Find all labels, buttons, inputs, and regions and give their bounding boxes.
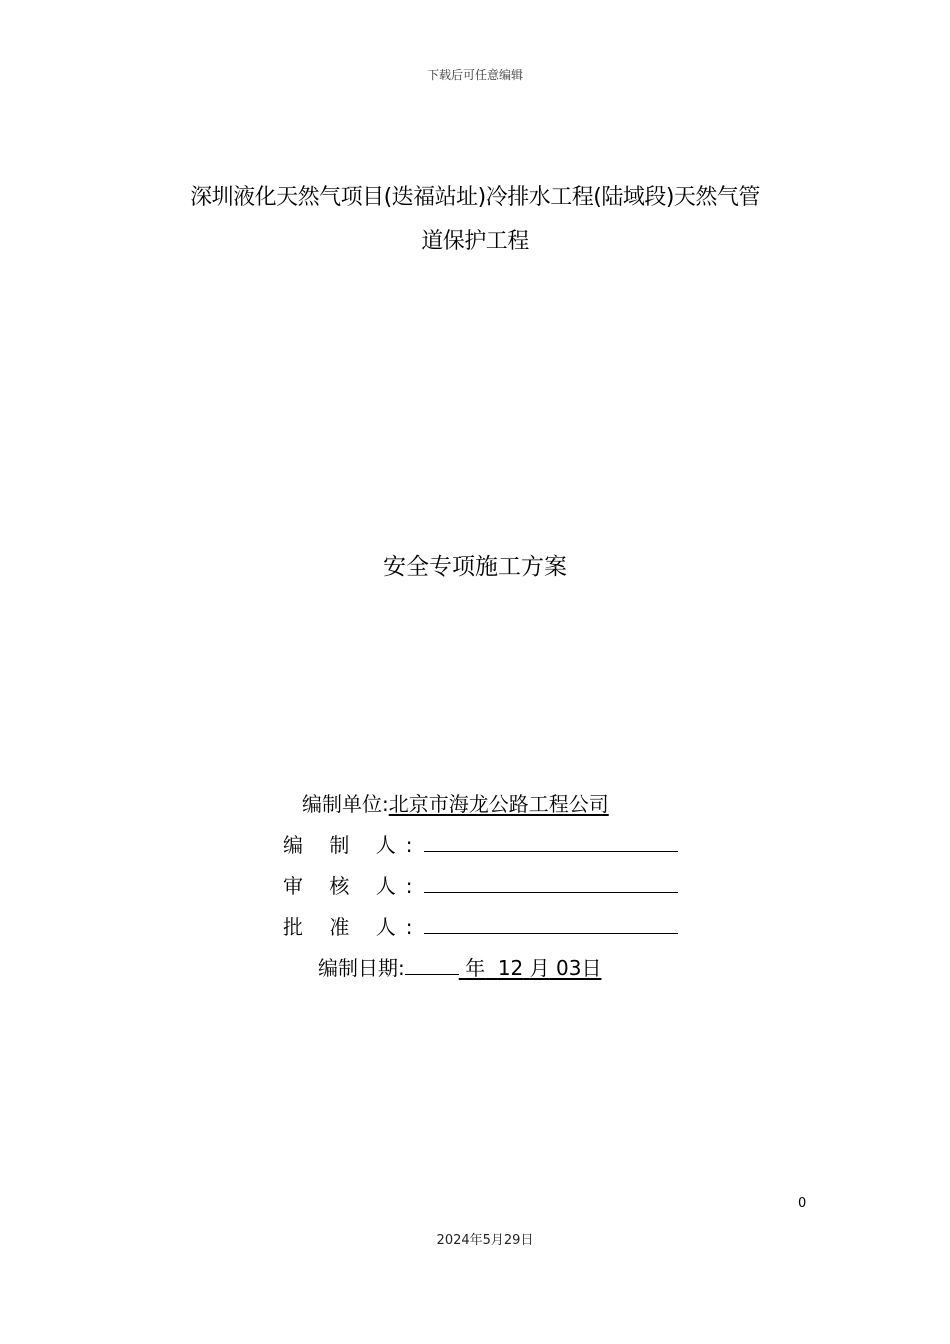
compiling-unit-value: 北京市海龙公路工程公司 [388,792,609,816]
compile-date-day: 03 [556,956,582,980]
compile-date-year-blank [405,954,459,975]
project-title [140,176,810,264]
editor-row [283,831,678,859]
page-number: 0 [798,1196,807,1211]
editor-blank-line [424,831,678,852]
approver-blank-line [424,913,678,934]
project-title-line-1: 深圳液化天然气项目(迭福站址)冷排水工程(陆域段)天然气管 [190,185,760,210]
compile-date-label: 编制日期: [318,956,405,980]
compile-date-month-suffix: 月 [529,956,550,980]
compile-date-year-suffix: 年 [465,956,486,980]
compiling-unit-label: 编制单位: [302,792,389,816]
footer-date: 2024年5月29日 [436,1233,534,1248]
compiling-unit-row [302,790,609,818]
reviewer-blank-line [424,872,678,893]
document-title: 安全专项施工方案 [383,554,567,580]
approver-label: 批 准 人: [283,915,423,939]
approver-row [283,913,678,941]
reviewer-row [283,872,678,900]
compile-date-day-suffix: 日 [581,956,602,980]
editor-label: 编 制 人: [283,833,423,857]
reviewer-label: 审 核 人: [283,874,423,898]
compile-date-row [318,954,601,982]
compile-date-month: 12 [497,956,524,980]
project-title-line-2: 道保护工程 [421,229,529,254]
header-note: 下载后可任意编辑 [426,68,523,82]
